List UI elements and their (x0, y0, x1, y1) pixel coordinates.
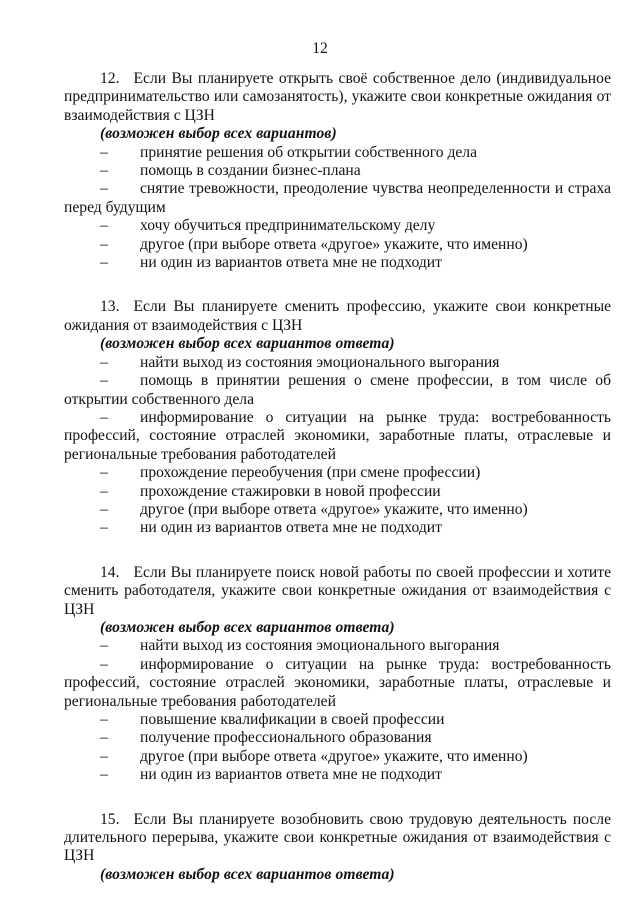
question-hint: (возможен выбор всех вариантов ответа) (100, 618, 395, 636)
answer-option-text: ни один из вариантов ответа мне не подходит (140, 254, 442, 272)
answer-option-text: повышение квалификации в своей профессии (140, 711, 445, 728)
answer-option (64, 483, 611, 501)
answer-option-text: информирование о ситуации на рынке труда: востребованность профессий, состояние отраслей экономики, заработные платы, отраслевые и региональные требования работодателей (64, 655, 611, 710)
answer-option (64, 409, 611, 464)
answer-option (64, 464, 611, 482)
answer-option-text: другое (при выборе ответа «другое» укажите, что именно) (140, 747, 528, 765)
dash-bullet-icon: – (100, 655, 108, 673)
question-prompt: Если Вы планируете возобновить свою трудовую деятельность после длительного перерыва, укажите свои конкретные ожидания от взаимодействия с ЦЗН (64, 810, 611, 865)
answer-option-text: другое (при выборе ответа «другое» укажите, что именно) (140, 235, 528, 253)
dash-bullet-icon: – (100, 729, 108, 747)
dash-bullet-icon: – (100, 217, 108, 235)
answer-option (64, 254, 611, 272)
dash-bullet-icon: – (100, 180, 108, 198)
answer-option-text: ни один из вариантов ответа мне не подходит (140, 519, 442, 537)
dash-bullet-icon: – (100, 235, 108, 253)
answer-option (64, 236, 611, 254)
dash-bullet-icon: – (100, 519, 108, 537)
answer-option (64, 519, 611, 537)
question-number: 12. (100, 70, 120, 87)
question-block (64, 564, 611, 785)
question-text (64, 564, 611, 619)
answer-option (64, 656, 611, 711)
answer-option (64, 372, 611, 409)
answer-option (64, 766, 611, 784)
answer-option (64, 637, 611, 655)
answer-option-text: снятие тревожности, преодоление чувства неопределенности и страха перед будущим (64, 180, 611, 216)
answer-option (64, 501, 611, 519)
answer-option-text: информирование о ситуации на рынке труда: востребованность профессий, состояние отраслей экономики, заработные платы, отраслевые и региональные требования работодателей (64, 408, 611, 463)
answer-options-list (64, 637, 611, 784)
dash-bullet-icon: – (100, 766, 108, 784)
answer-option-text: найти выход из состояния эмоционального выгорания (140, 637, 500, 655)
answer-options-list (64, 354, 611, 538)
answer-option (64, 354, 611, 372)
answer-option (64, 729, 611, 747)
question-text (64, 298, 611, 335)
question-number: 15. (100, 810, 120, 828)
answer-options-list (64, 144, 611, 273)
answer-option-text: ни один из вариантов ответа мне не подходит (140, 766, 442, 784)
question-text (64, 70, 611, 125)
dash-bullet-icon: – (100, 637, 108, 655)
dash-bullet-icon: – (100, 482, 108, 500)
dash-bullet-icon: – (100, 711, 108, 728)
answer-option-text: прохождение переобучения (при смене профессии) (140, 464, 481, 482)
dash-bullet-icon: – (100, 372, 108, 390)
answer-option (64, 711, 611, 729)
dash-bullet-icon: – (100, 254, 108, 272)
answer-option (64, 162, 611, 180)
answer-option-text: получение профессионального образования (140, 729, 432, 747)
answer-option-text: принятие решения об открытии собственного дела (140, 143, 478, 161)
answer-option-text: хочу обучиться предпринимательскому делу (140, 217, 436, 235)
question-block (64, 298, 611, 537)
question-prompt: Если Вы планируете поиск новой работы по своей профессии и хотите сменить работодателя, укажите свои конкретные ожидания от взаимодействия с ЦЗН (64, 563, 611, 618)
question-hint: (возможен выбор всех вариантов ответа) (100, 335, 395, 353)
dash-bullet-icon: – (100, 162, 108, 180)
answer-option-text: помощь в принятии решения о смене профессии, в том числе об открытии собственного дела (64, 372, 611, 408)
answer-option-text: найти выход из состояния эмоционального выгорания (140, 353, 500, 371)
question-block (64, 811, 611, 885)
question-number: 14. (100, 563, 120, 581)
answer-option (64, 217, 611, 235)
dash-bullet-icon: – (100, 408, 108, 426)
dash-bullet-icon: – (100, 143, 108, 161)
answer-option (64, 180, 611, 217)
dash-bullet-icon: – (100, 464, 108, 482)
question-number: 13. (100, 298, 120, 316)
question-text (64, 811, 611, 866)
question-block (64, 70, 611, 272)
question-hint: (возможен выбор всех вариантов ответа) (100, 865, 395, 883)
question-prompt: Если Вы планируете сменить профессию, укажите свои конкретные ожидания от взаимодействия с ЦЗН (64, 298, 611, 334)
dash-bullet-icon: – (100, 500, 108, 518)
answer-option (64, 144, 611, 162)
answer-option-text: другое (при выборе ответа «другое» укажите, что именно) (140, 500, 528, 518)
answer-option (64, 748, 611, 766)
page-number: 12 (312, 40, 328, 57)
answer-option-text: прохождение стажировки в новой профессии (140, 482, 441, 500)
question-prompt: Если Вы планируете открыть своё собственное дело (индивидуальное предпринимательство или самозанятость), укажите свои конкретные ожидания от взаимодействия с ЦЗН (64, 70, 611, 124)
dash-bullet-icon: – (100, 353, 108, 371)
answer-option-text: помощь в создании бизнес-плана (140, 162, 361, 180)
questionnaire-content (64, 70, 611, 910)
dash-bullet-icon: – (100, 747, 108, 765)
question-hint: (возможен выбор всех вариантов) (100, 125, 337, 143)
